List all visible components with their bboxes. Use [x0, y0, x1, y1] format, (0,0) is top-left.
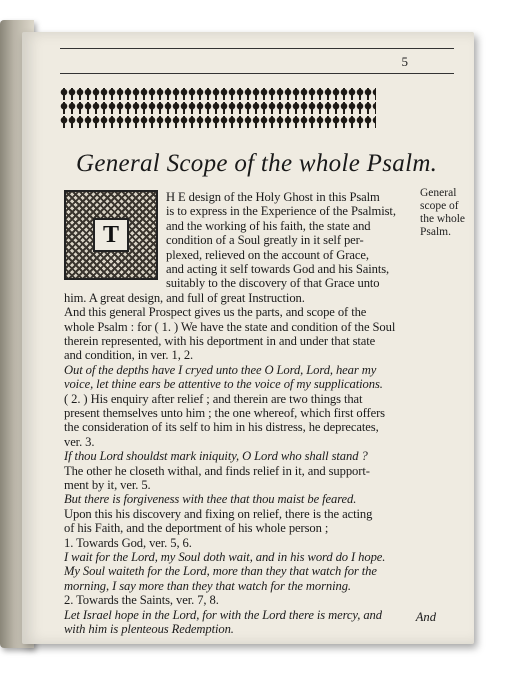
text-line: present themselves unto him ; the one whereof, which first offers	[64, 406, 385, 420]
book-page	[22, 32, 474, 644]
text-line: him. A great design, and full of great Instruction.	[64, 290, 305, 305]
text-line: ment by it, ver. 5.	[64, 478, 151, 492]
text-line: voice, let thine ears be attentive to the voice of my supplications.	[64, 377, 383, 392]
text-line: is to express in the Experience of the Psalmist,	[166, 204, 396, 219]
text-line: 1. Towards God, ver. 5, 6.	[64, 535, 192, 550]
text-line: therein represented, with his deportment in and under that state	[64, 334, 376, 348]
text-line: ( 2. ) His enquiry after relief ; and therein are two things that	[64, 391, 363, 406]
text-line: 2. Towards the Saints, ver. 7, 8.	[64, 593, 219, 608]
text-line: plexed, relieved on the account of Grace,	[166, 247, 369, 262]
text-line: Upon this his discovery and fixing on relief, there is the acting	[64, 506, 373, 521]
margin-note: General scope of the whole Psalm.	[420, 187, 466, 238]
text-line: ver. 3.	[64, 434, 95, 449]
text-line: Let Israel hope in the Lord, for with the Lord there is mercy, and	[64, 607, 382, 622]
body-text	[22, 32, 474, 644]
text-line: the consideration of its self to him in his distress, he deprecates,	[64, 420, 379, 435]
text-line: whole Psalm : for ( 1. ) We have the state and condition of the Soul	[64, 319, 396, 334]
text-line: with him is plenteous Redemption.	[64, 622, 234, 636]
text-line: My Soul waiteth for the Lord, more than they that watch for the	[64, 564, 377, 579]
text-line: condition of a Soul greatly in it self per-	[166, 233, 364, 248]
text-line: morning, I say more than they that watch for the morning.	[64, 578, 351, 593]
page-number: 5	[401, 54, 408, 69]
text-line: I wait for the Lord, my Soul doth wait, and in his word do I hope.	[64, 550, 386, 564]
text-line: But there is forgiveness with thee that thou maist be feared.	[64, 492, 357, 507]
text-line: and acting it self towards God and his Saints,	[166, 262, 390, 276]
text-line: and condition, in ver. 1, 2.	[64, 348, 194, 363]
text-line: Out of the depths have I cryed unto thee O Lord, Lord, hear my	[64, 362, 377, 377]
chapter-title: General Scope of the whole Psalm.	[76, 150, 438, 177]
text-line: and the working of his faith, the state and	[166, 218, 371, 233]
text-line: The other he closeth withal, and finds relief in it, and support-	[64, 463, 370, 478]
text-line: of his Faith, and the deportment of his whole person ;	[64, 521, 329, 536]
text-line: H E design of the Holy Ghost in this Psalm	[166, 190, 380, 204]
text-line: suitably to the discovery of that Grace unto	[166, 276, 380, 291]
drop-cap-letter: T	[93, 218, 129, 252]
text-line: And this general Prospect gives us the parts, and scope of the	[64, 305, 367, 320]
catchword: And	[415, 610, 436, 624]
text-line: If thou Lord shouldst mark iniquity, O Lord who shall stand ?	[64, 449, 368, 464]
